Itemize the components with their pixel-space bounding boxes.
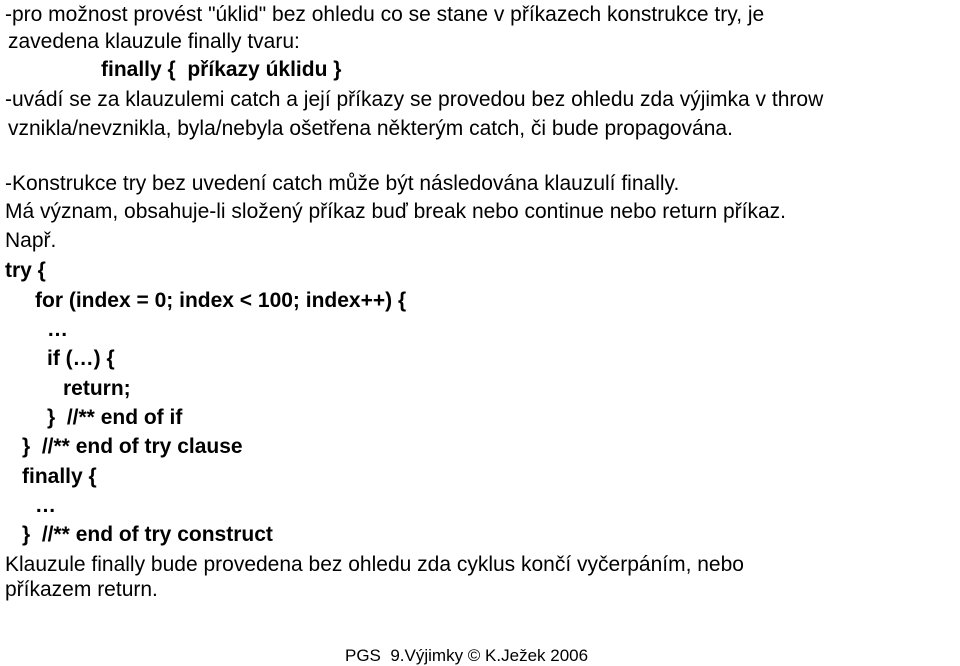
slide-footer: PGS 9.Výjimky © K.Ježek 2006 <box>345 646 589 665</box>
text-line: Má význam, obsahuje-li složený příkaz buď break nebo continue nebo return příkaz. <box>5 200 786 223</box>
text-line: příkazem return. <box>5 578 158 601</box>
code-line: } //** end of try construct <box>22 523 273 546</box>
text-line: Klauzule finally bude provedena bez ohledu zda cyklus končí vyčerpáním, nebo <box>5 553 744 576</box>
code-line: return; <box>63 377 131 400</box>
code-line: finally { <box>22 465 97 488</box>
code-line: } //** end of if <box>47 406 183 429</box>
text-line: Např. <box>5 229 57 252</box>
code-line: … <box>47 318 68 341</box>
code-line: … <box>35 494 56 517</box>
text-line: -uvádí se za klauzulemi catch a její příkazy se provedou bez ohledu zda výjimka v throw <box>5 88 824 111</box>
text-line: zavedena klauzule finally tvaru: <box>8 30 300 53</box>
text-line: -pro možnost provést "úklid" bez ohledu co se stane v příkazech konstrukce try, je <box>5 3 765 26</box>
text-line: vznikla/nevznikla, byla/nebyla ošetřena některým catch, či bude propagována. <box>8 117 733 140</box>
code-line: if (…) { <box>47 347 115 370</box>
code-line: try { <box>5 259 46 282</box>
code-line: for (index = 0; index < 100; index++) { <box>35 289 407 312</box>
code-line: } //** end of try clause <box>22 435 243 458</box>
code-line: finally { příkazy úklidu } <box>101 58 342 81</box>
text-line: -Konstrukce try bez uvedení catch může být následována klauzulí finally. <box>5 172 680 195</box>
